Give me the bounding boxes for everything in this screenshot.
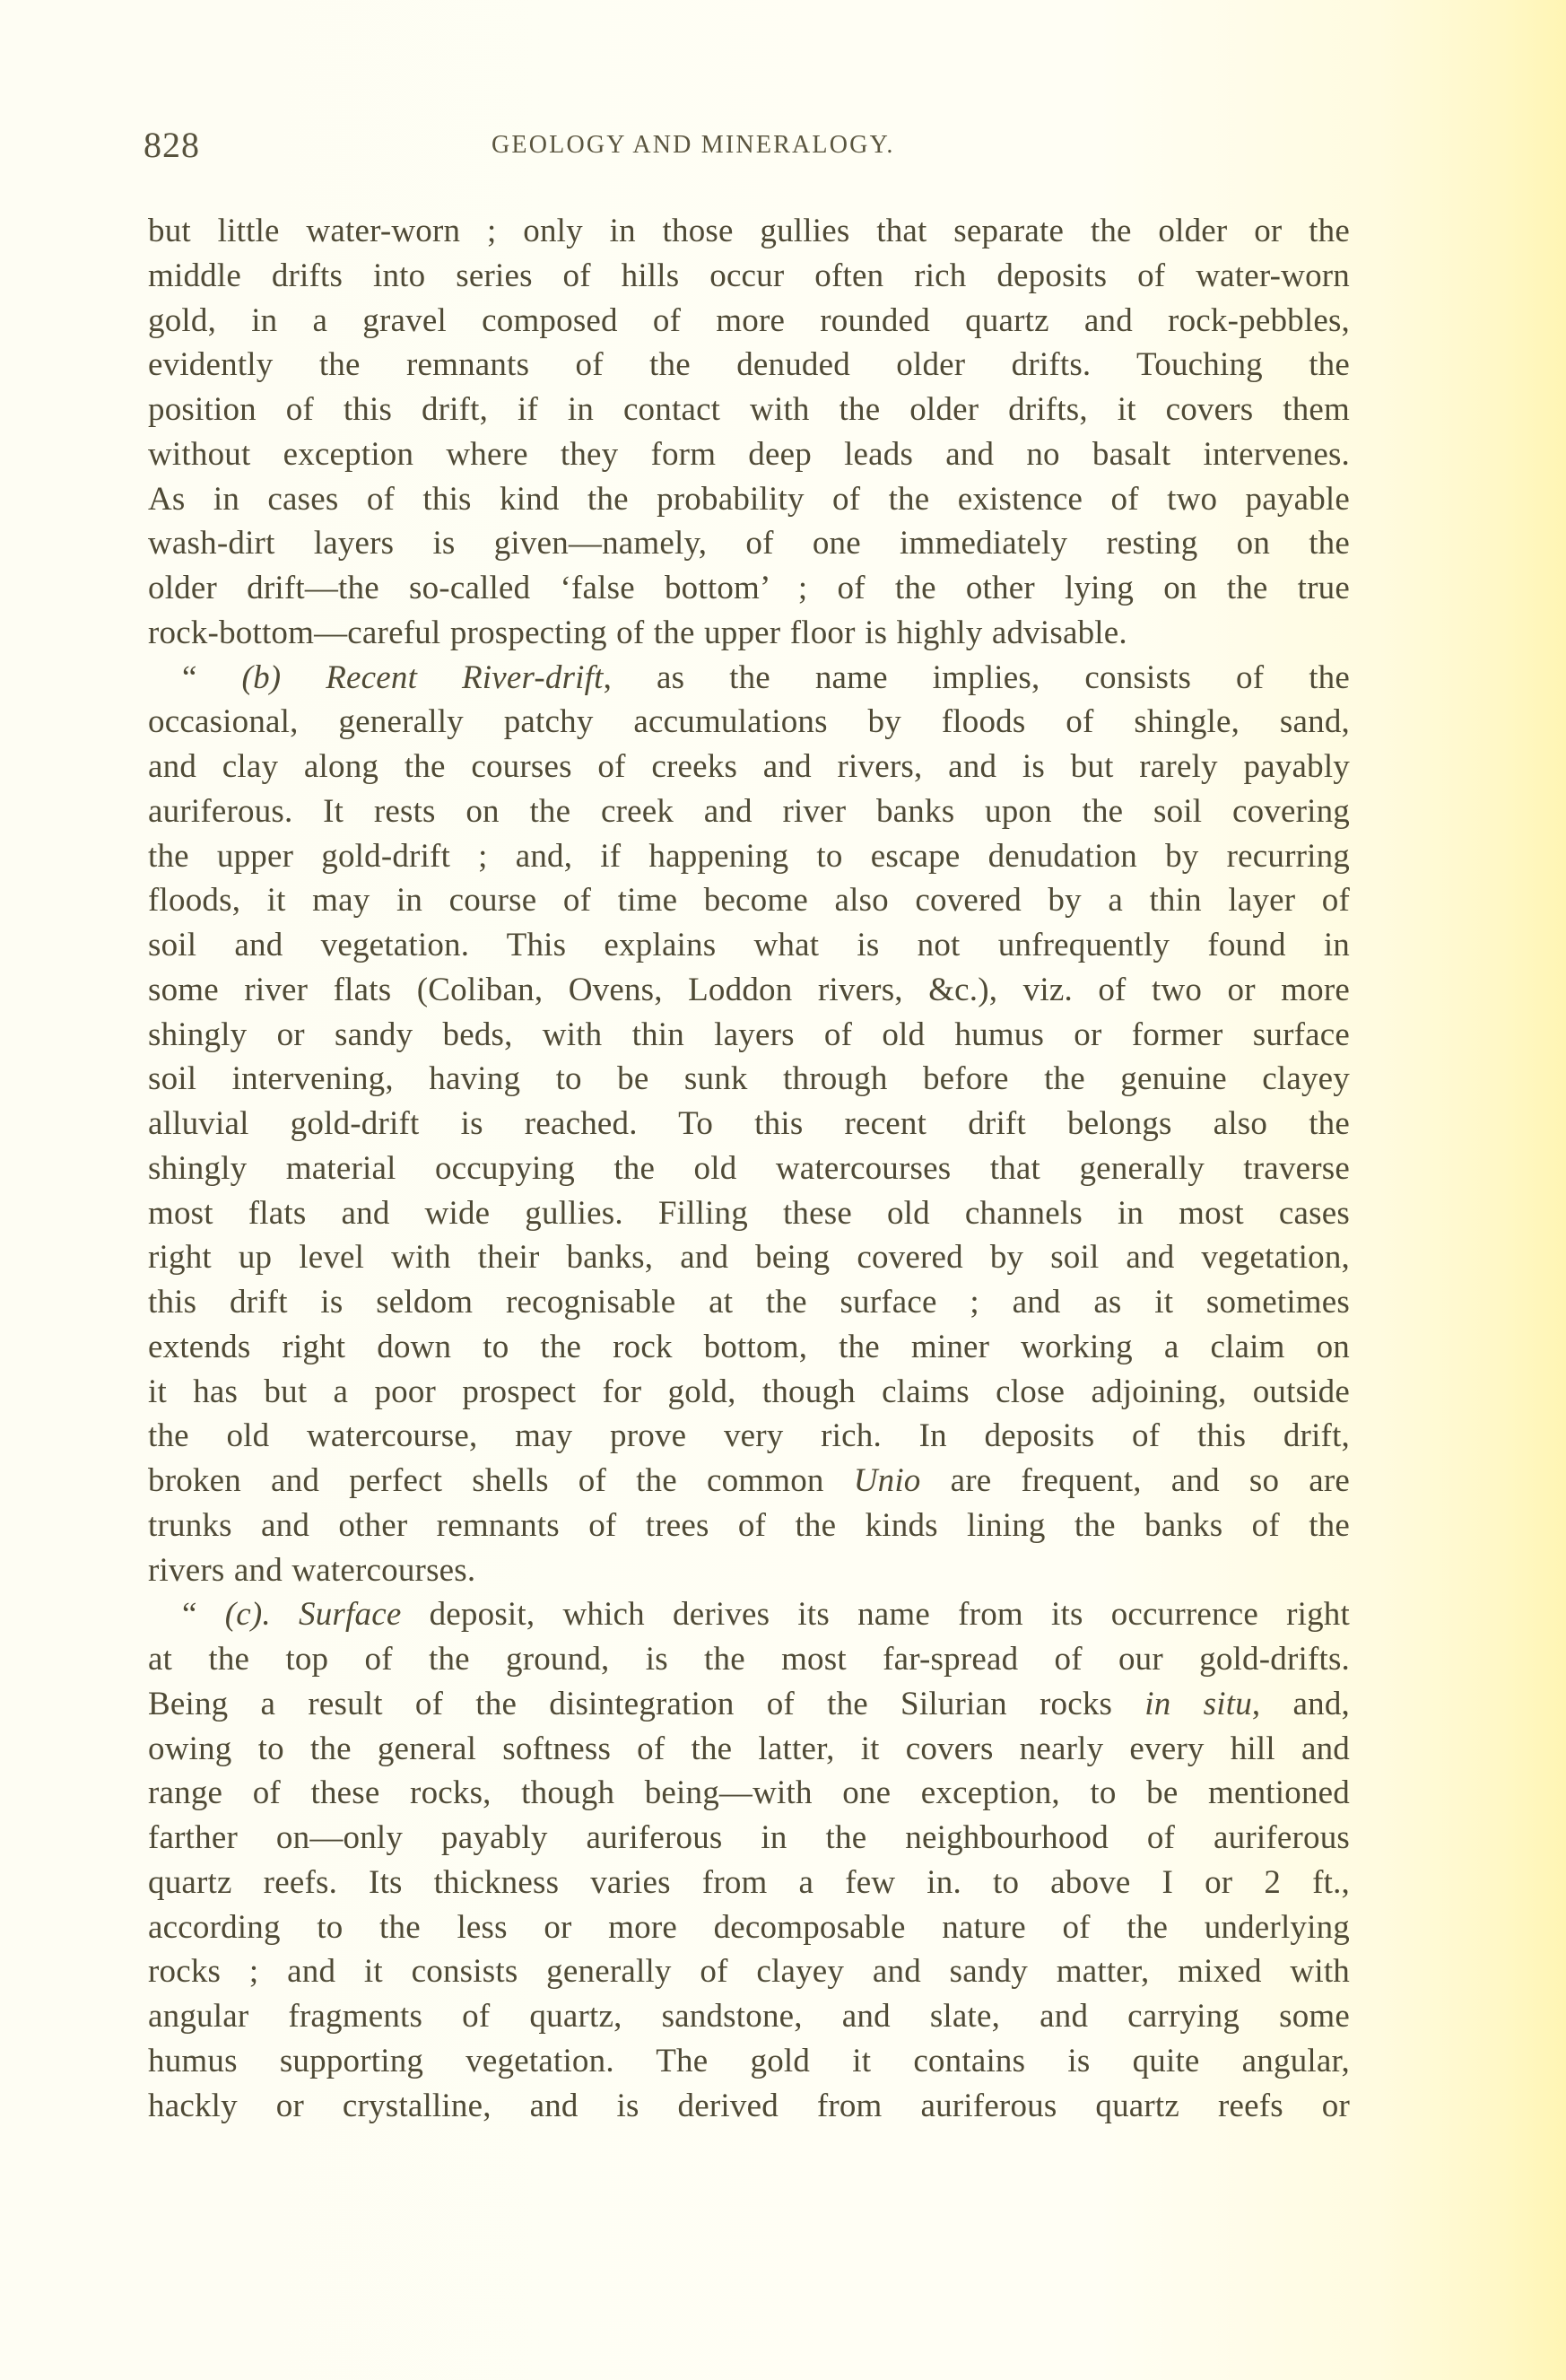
- text-segment: quartz reefs. Its thickness varies from a few in. to above I or 2 ft.,: [148, 1863, 1350, 1901]
- text-segment: trunks and other remnants of trees of the kinds lining the banks of the: [148, 1506, 1350, 1544]
- text-segment: alluvial gold-drift is reached. To this recent drift belongs also the: [148, 1105, 1350, 1142]
- text-segment: extends right down to the rock bottom, the miner working a claim on: [148, 1328, 1350, 1365]
- text-line: [148, 611, 1350, 656]
- text-line: [148, 1949, 1350, 1994]
- text-segment: farther on—only payably auriferous in the neighbourhood of auriferous: [148, 1819, 1350, 1856]
- text-segment: wash-dirt layers is given—namely, of one immediately resting on the: [148, 525, 1350, 562]
- text-segment: but little water-worn ; only in those gullies that separate the older or the: [148, 213, 1350, 249]
- page-number: 828: [144, 125, 200, 165]
- body-text: [148, 209, 1350, 2128]
- text-line: [148, 1861, 1350, 1905]
- text-line: [148, 1102, 1350, 1146]
- text-segment: occasional, generally patchy accumulations by floods of shingle, sand,: [148, 703, 1350, 741]
- text-line: [148, 521, 1350, 566]
- italic-text: (c). Surface: [224, 1596, 402, 1634]
- text-line: [148, 388, 1350, 432]
- text-segment: some river flats (Coliban, Ovens, Loddon rivers, &c.), viz. of two or more: [148, 971, 1350, 1008]
- text-line: [148, 1146, 1350, 1191]
- text-segment: the old watercourse, may prove very rich. In deposits of this drift,: [148, 1417, 1350, 1455]
- text-line: [148, 254, 1350, 299]
- italic-text: Unio: [853, 1462, 921, 1499]
- text-line: [148, 1771, 1350, 1816]
- text-line: [148, 1370, 1350, 1415]
- text-line: [148, 566, 1350, 611]
- text-segment: Being a result of the disintegration of the Silurian rocks: [148, 1685, 1145, 1722]
- text-line: [148, 834, 1350, 879]
- text-line: [148, 1905, 1350, 1950]
- text-line: [148, 209, 1350, 254]
- text-segment: and clay along the courses of creeks and rivers, and is but rarely payably: [148, 748, 1350, 785]
- text-segment: without exception where they form deep leads and no basalt intervenes.: [148, 435, 1350, 473]
- text-line: [148, 1727, 1350, 1772]
- text-segment: middle drifts into series of hills occur often rich deposits of water-worn: [148, 257, 1350, 294]
- text-segment: soil intervening, having to be sunk through before the genuine clayey: [148, 1060, 1350, 1098]
- text-line: [148, 2084, 1350, 2129]
- italic-text: in situ: [1144, 1685, 1252, 1722]
- text-line: [148, 789, 1350, 834]
- text-segment: angular fragments of quartz, sandstone, and slate, and carrying some: [148, 1998, 1350, 2035]
- text-line: [148, 1504, 1350, 1548]
- text-segment: rock-bottom—careful prospecting of the upper floor is highly advisable.: [148, 614, 1127, 651]
- text-segment: shingly or sandy beds, with thin layers of old humus or former surface: [148, 1016, 1350, 1053]
- text-segment: most flats and wide gullies. Filling these old channels in most cases: [148, 1194, 1350, 1232]
- text-segment: it has but a poor prospect for gold, though claims close adjoining, outside: [148, 1373, 1350, 1410]
- text-segment: the upper gold-drift ; and, if happening to escape denudation by recurring: [148, 837, 1350, 875]
- text-segment: humus supporting vegetation. The gold it contains is quite angular,: [148, 2042, 1350, 2079]
- text-line: [148, 1682, 1350, 1727]
- text-segment: according to the less or more decomposable nature of the underlying: [148, 1908, 1350, 1946]
- text-line: [148, 1994, 1350, 2039]
- text-line: [148, 1459, 1350, 1504]
- text-line: [148, 1592, 1350, 1637]
- text-segment: this drift is seldom recognisable at the surface ; and as it sometimes: [148, 1284, 1350, 1321]
- text-line: [148, 1280, 1350, 1325]
- text-line: [148, 432, 1350, 477]
- text-segment: “: [182, 658, 242, 696]
- text-line: [148, 299, 1350, 344]
- text-line: [148, 656, 1350, 701]
- text-line: [148, 1637, 1350, 1682]
- text-segment: broken and perfect shells of the common: [148, 1462, 854, 1499]
- text-line: [148, 1235, 1350, 1280]
- text-segment: “: [182, 1596, 225, 1634]
- text-line: [148, 1548, 1350, 1593]
- text-segment: older drift—the so-called ‘false bottom’ ; of the other lying on the true: [148, 570, 1350, 606]
- text-line: [148, 878, 1350, 923]
- text-segment: floods, it may in course of time become also covered by a thin layer of: [148, 882, 1350, 920]
- text-segment: auriferous. It rests on the creek and river banks upon the soil covering: [148, 792, 1350, 830]
- text-line: [148, 1013, 1350, 1058]
- text-segment: rocks ; and it consists generally of clayey and sandy matter, mixed with: [148, 1953, 1350, 1991]
- text-segment: soil and vegetation. This explains what is not unfrequently found in: [148, 927, 1350, 963]
- text-segment: , as the name implies, consists of the: [603, 658, 1350, 696]
- text-line: [148, 1057, 1350, 1102]
- text-segment: deposit, which derives its name from its occurrence right: [401, 1596, 1350, 1634]
- text-segment: shingly material occupying the old watercourses that generally traverse: [148, 1149, 1350, 1187]
- running-title: GEOLOGY AND MINERALOGY.: [492, 131, 895, 159]
- text-segment: are frequent, and so are: [920, 1462, 1351, 1499]
- italic-text: (b) Recent River-drift: [241, 658, 604, 696]
- text-segment: hackly or crystalline, and is derived from auriferous quartz reefs or: [148, 2087, 1350, 2124]
- text-segment: range of these rocks, though being—with one exception, to be mentioned: [148, 1774, 1350, 1812]
- text-segment: at the top of the ground, is the most far-spread of our gold-drifts.: [148, 1641, 1350, 1678]
- text-segment: position of this drift, if in contact with the older drifts, it covers them: [148, 391, 1350, 428]
- text-segment: evidently the remnants of the denuded older drifts. Touching the: [148, 346, 1350, 384]
- text-line: [148, 745, 1350, 789]
- text-segment: gold, in a gravel composed of more rounded quartz and rock-pebbles,: [148, 301, 1350, 339]
- text-segment: As in cases of this kind the probability of the existence of two payable: [148, 480, 1350, 518]
- text-line: [148, 2039, 1350, 2084]
- text-line: [148, 477, 1350, 522]
- text-line: [148, 1414, 1350, 1459]
- text-line: [148, 1816, 1350, 1861]
- text-segment: rivers and watercourses.: [148, 1551, 476, 1589]
- text-segment: owing to the general softness of the latter, it covers nearly every hill and: [148, 1730, 1350, 1767]
- text-line: [148, 700, 1350, 745]
- text-line: [148, 1191, 1350, 1236]
- text-segment: right up level with their banks, and being covered by soil and vegetation,: [148, 1239, 1350, 1277]
- text-line: [148, 1325, 1350, 1370]
- text-line: [148, 343, 1350, 388]
- text-segment: , and,: [1251, 1685, 1350, 1722]
- text-line: [148, 923, 1350, 968]
- text-line: [148, 968, 1350, 1013]
